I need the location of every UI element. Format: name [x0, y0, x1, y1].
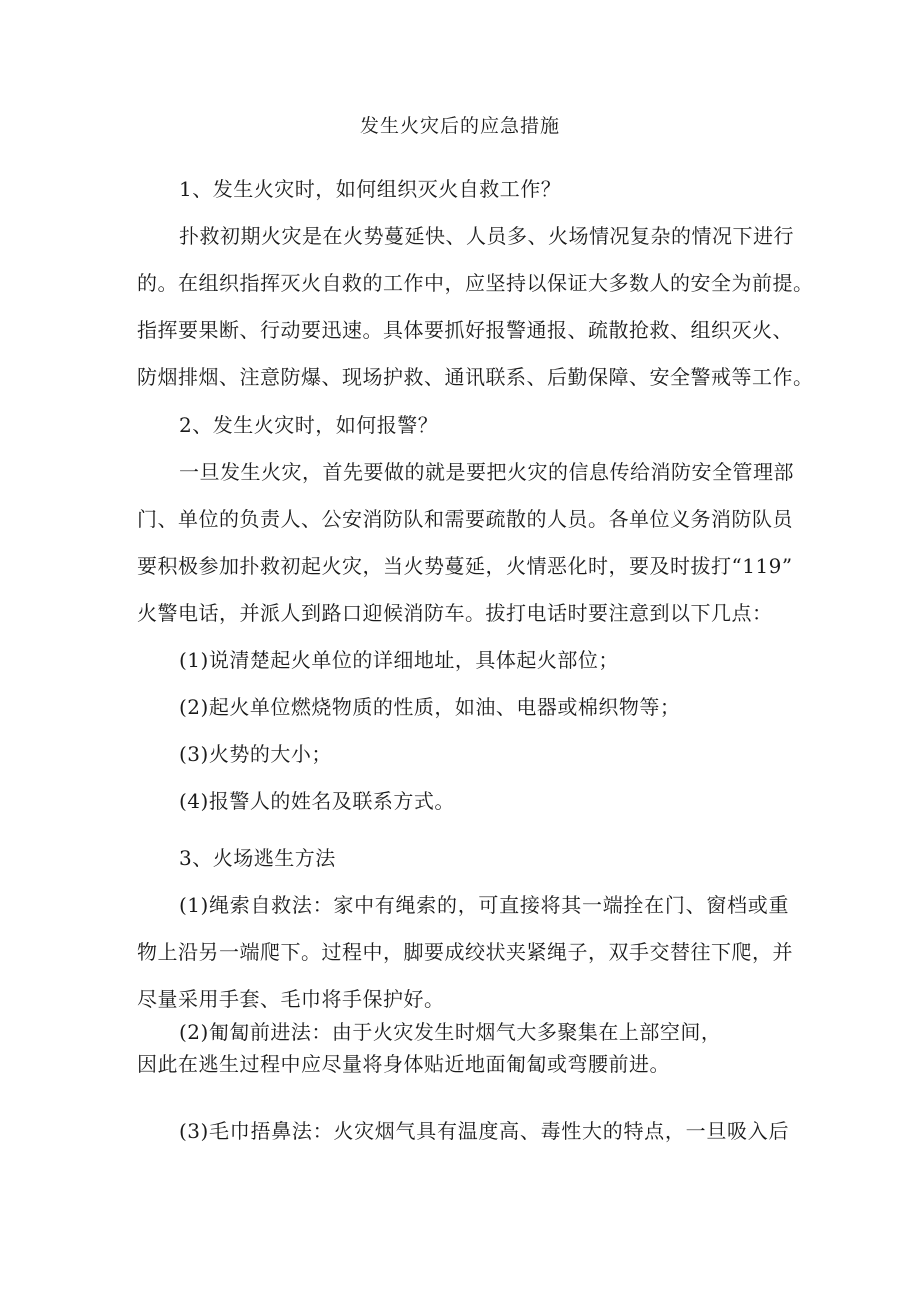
- section-3-heading: 3、火场逃生方法: [179, 846, 336, 870]
- paragraph-line: (1)绳索自救法：家中有绳索的，可直接将其一端拴在门、窗档或重: [179, 893, 789, 917]
- section-2: [137, 402, 794, 825]
- method-3: [137, 1108, 789, 1155]
- paragraph-line: 一旦发生火灾，首先要做的就是要把火灾的信息传给消防安全管理部: [179, 460, 794, 484]
- method-2: [137, 1016, 789, 1080]
- list-item: (1)说清楚起火单位的详细地址，具体起火部位；: [179, 648, 619, 672]
- paragraph-line: 扑救初期火灾是在火势蔓延快、人员多、火场情况复杂的情况下进行: [179, 224, 794, 248]
- list-item: (3)火势的大小；: [179, 742, 332, 766]
- section-3: [137, 835, 793, 1023]
- paragraph-line: 防烟排烟、注意防爆、现场护救、通讯联系、后勤保障、安全警戒等工作。: [137, 365, 814, 389]
- paragraph-line: 的。在组织指挥灭火自救的工作中，应坚持以保证大多数人的安全为前提。: [137, 271, 814, 295]
- list-item: (2)起火单位燃烧物质的性质，如油、电器或棉织物等；: [179, 695, 681, 719]
- section-1: [137, 166, 814, 401]
- list-item: (4)报警人的姓名及联系方式。: [179, 789, 455, 813]
- paragraph-line: 指挥要果断、行动要迅速。具体要抓好报警通报、疏散抢救、组织灭火、: [137, 318, 793, 342]
- paragraph-line: 门、单位的负责人、公安消防队和需要疏散的人员。各单位义务消防队员: [137, 507, 793, 531]
- section-2-heading: 2、发生火灾时，如何报警？: [179, 413, 439, 437]
- paragraph-line: (2)匍匐前进法：由于火灾发生时烟气大多聚集在上部空间，: [179, 1020, 722, 1044]
- paragraph-line: 要积极参加扑救初起火灾，当火势蔓延，火情恶化时，要及时拔打“119”: [137, 554, 793, 578]
- section-1-heading: 1、发生火灾时，如何组织灭火自救工作？: [179, 177, 562, 201]
- paragraph-line: 因此在逃生过程中应尽量将身体贴近地面匍匐或弯腰前进。: [137, 1052, 670, 1076]
- paragraph-line: 物上沿另一端爬下。过程中，脚要成绞状夹紧绳子，双手交替往下爬，并: [137, 940, 793, 964]
- paragraph-line: 火警电话，并派人到路口迎候消防车。拔打电话时要注意到以下几点：: [137, 601, 773, 625]
- paragraph-line: 尽量采用手套、毛巾将手保护好。: [137, 987, 445, 1011]
- paragraph-line: (3)毛巾捂鼻法：火灾烟气具有温度高、毒性大的特点，一旦吸入后: [179, 1119, 789, 1143]
- page-title: 发生火灾后的应急措施: [359, 115, 560, 137]
